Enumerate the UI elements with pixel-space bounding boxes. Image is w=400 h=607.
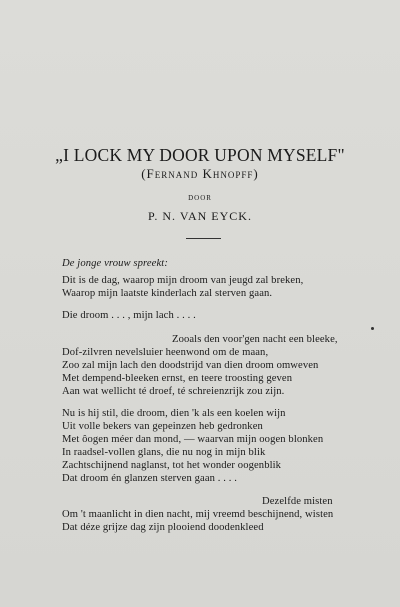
poem-line: Dezelfde misten (262, 496, 333, 507)
poem-line: Dat déze grijze dag zijn plooiend doodenkleed (62, 522, 264, 533)
poem-line: Nu is hij stil, die droom, dien 'k als een koelen wijn (62, 408, 286, 419)
margin-mark (371, 327, 374, 330)
poem-line: Aan wat wellicht té droef, té schreienzrijk zou zijn. (62, 386, 285, 397)
poem-line: Waarop mijn laatste kinderlach zal sterven gaan. (62, 288, 273, 299)
poem-line: Zooals den voor'gen nacht een bleeke, (172, 334, 338, 345)
byline-door: DOOR (188, 194, 212, 202)
poem-subtitle: (Fernand Khnopff) (141, 166, 259, 181)
poem-line: Zoo zal mijn lach den doodstrijd van dien droom omweven (62, 360, 319, 371)
poem-line: Zachtschijnend naglanst, tot het wonder oogenblik (62, 460, 282, 471)
poem-line: Met dempend-bleeken ernst, en teere troosting geven (62, 373, 293, 384)
poem-line: In raadsel-vollen glans, die nu nog in mijn blik (62, 447, 266, 458)
poem-title: „I LOCK MY DOOR UPON MYSELF" (55, 145, 345, 165)
poem-line: Dit is de dag, waarop mijn droom van jeugd zal breken, (62, 275, 304, 286)
poem-line: Met ôogen méer dan mond, — waarvan mijn oogen blonken (62, 434, 324, 445)
author-name: P. N. VAN EYCK. (148, 209, 252, 223)
poem-line: Dof-zilvren nevelsluier heenwond om de maan, (62, 347, 269, 358)
poem-line: Die droom . . . , mijn lach . . . . (62, 310, 196, 321)
title-divider (186, 238, 221, 239)
speaker-line: De jonge vrouw spreekt: (62, 258, 168, 269)
poem-line: Dat droom én glanzen sterven gaan . . . . (62, 473, 238, 484)
poem-line: Om 't maanlicht in dien nacht, mij vreemd beschijnend, wisten (62, 509, 334, 520)
poem-line: Uit volle bekers van gepeinzen heb gedronken (62, 421, 263, 432)
